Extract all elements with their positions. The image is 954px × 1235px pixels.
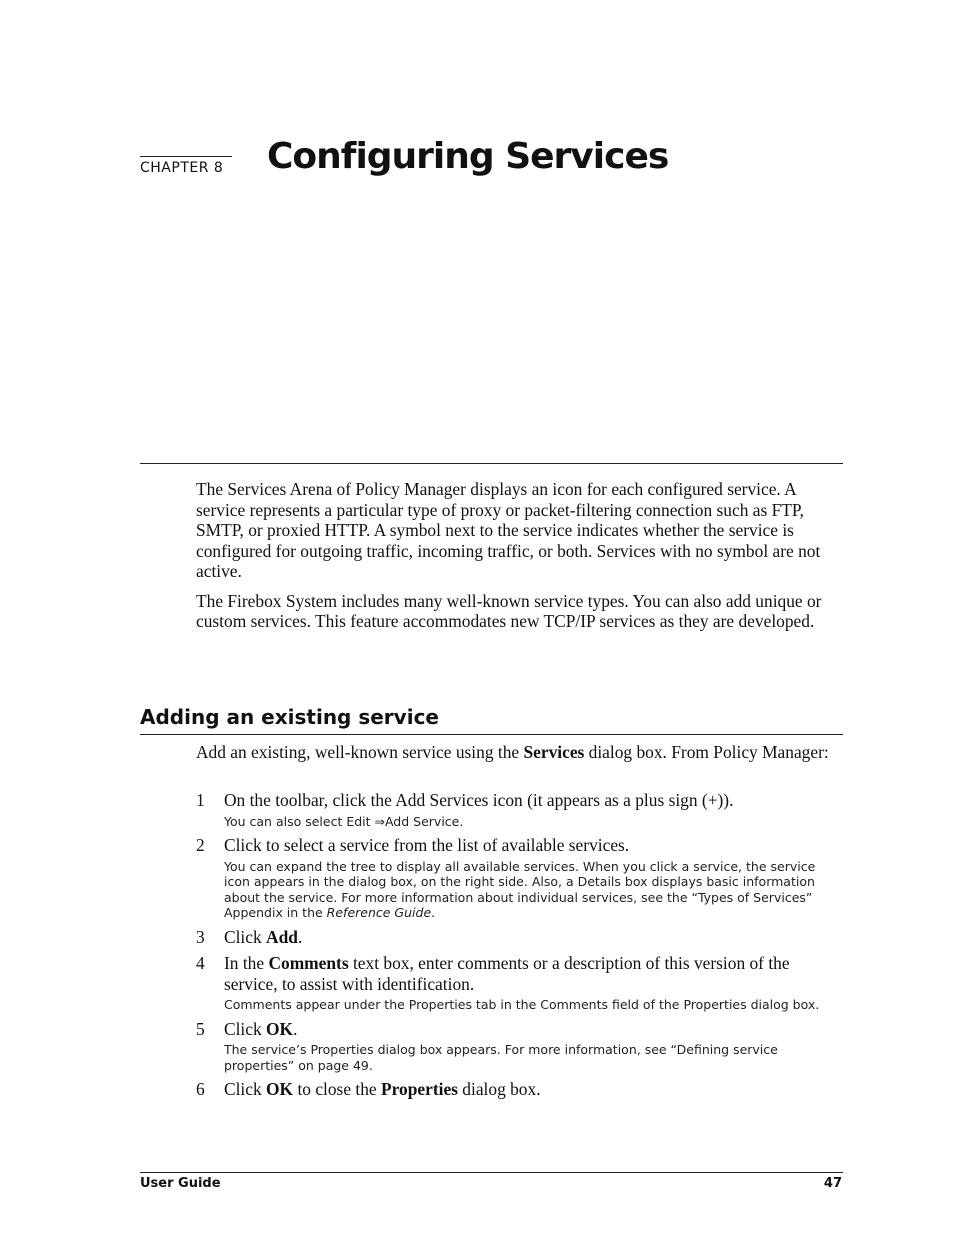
intro-paragraph-2: The Firebox System includes many well-known service types. You can also add unique or custom services. This feature accommodates new TCP/IP services as they are developed. [196, 590, 822, 631]
lead-text-before: Add an existing, well-known service using the [196, 742, 524, 762]
lead-text-after: dialog box. From Policy Manager: [584, 742, 829, 762]
section-divider [140, 734, 843, 735]
note-italic: Reference Guide [326, 905, 432, 920]
step-note: The service’s Properties dialog box appears. For more information, see “Defining service properties” on page 49. [224, 1042, 778, 1073]
step-text-before: Click [224, 926, 267, 947]
step-text-bold: OK [266, 1018, 294, 1039]
step-note [224, 859, 842, 921]
step-text: On the toolbar, click the Add Services icon (it appears as a plus sign (+)). [224, 790, 734, 810]
chapter-title: Configuring Services [267, 136, 669, 177]
page-number: 47 [823, 1176, 842, 1191]
step-2 [196, 835, 842, 921]
step-1 [196, 790, 842, 829]
step-text-before: In the [224, 953, 269, 973]
step-number: 5 [196, 1018, 205, 1039]
step-text: Click to select a service from the list of available services. [224, 835, 630, 855]
lead-text-bold: Services [523, 742, 585, 762]
step-note: You can also select Edit ⇒Add Service. [224, 813, 464, 829]
step-5 [196, 1019, 842, 1074]
note-text-end: . [431, 905, 436, 920]
step-text-bold-2: Properties [381, 1079, 458, 1099]
step-text-bold: Add [266, 926, 298, 947]
intro-paragraph-1: The Services Arena of Policy Manager displays an icon for each configured service. A service represents a particular type of proxy or packet-filtering connection such as FTP, SMTP, or proxied HTTP. A symbol next to the service indicates whether the service is configured for outgoing traffic, incoming traffic, or both. Services with no symbol are not active. [196, 479, 821, 581]
note-text: You can expand the tree to display all available services. When you click a service, the service icon appears in the dialog box, on the right side. Also, a Details box displays basic information about the service. For more information about individual services, see the “Types of Services” Appendix in the [224, 858, 816, 920]
step-text [224, 927, 842, 948]
chapter-divider [140, 463, 843, 464]
step-4 [196, 953, 842, 1013]
step-note: Comments appear under the Properties tab in the Comments field of the Properties dialog box. [224, 997, 820, 1012]
step-text-after: text box, enter comments or a description of this version of the service, to assist with identification. [224, 953, 790, 994]
step-text-before: Click [224, 1018, 267, 1039]
footer-title: User Guide [140, 1176, 221, 1191]
steps-list [196, 790, 842, 1106]
step-number: 1 [196, 790, 205, 810]
step-text-bold: Comments [268, 953, 349, 973]
section-heading: Adding an existing service [140, 705, 439, 729]
step-text-bold: OK [266, 1079, 294, 1099]
step-text-before: Click [224, 1079, 267, 1099]
step-text [224, 1019, 842, 1040]
footer-divider [140, 1172, 843, 1173]
step-3 [196, 927, 842, 948]
section-lead [196, 742, 842, 772]
step-text-mid: to close the [293, 1079, 381, 1099]
step-text-after: . [297, 926, 303, 947]
step-text [224, 1079, 842, 1100]
step-6 [196, 1079, 842, 1100]
chapter-label: CHAPTER 8 [140, 156, 232, 176]
step-number: 4 [196, 953, 205, 973]
intro-text [196, 479, 842, 641]
step-number: 3 [196, 926, 205, 947]
step-text-after: dialog box. [457, 1079, 541, 1099]
step-number: 2 [196, 835, 205, 855]
step-number: 6 [196, 1079, 205, 1099]
step-text-after: . [293, 1018, 298, 1039]
step-text [224, 953, 842, 994]
